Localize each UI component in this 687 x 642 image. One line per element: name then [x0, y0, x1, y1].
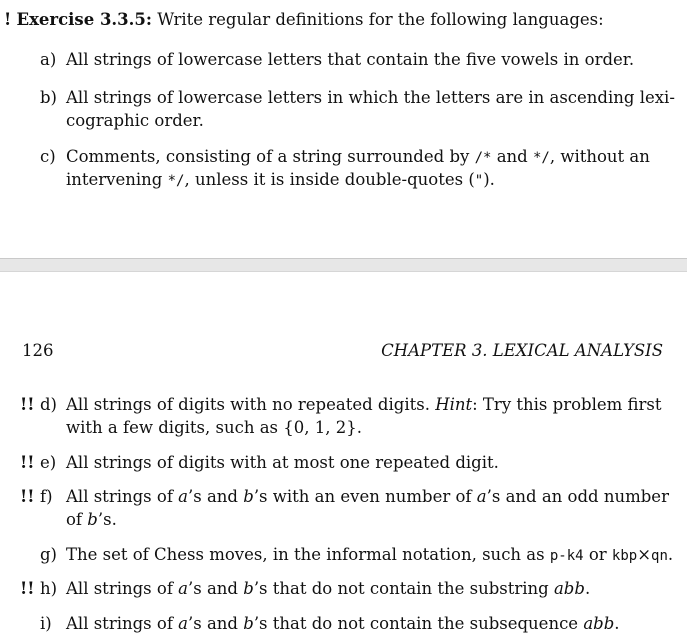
item-g-or: or — [588, 545, 607, 564]
item-h-difficulty: !! — [20, 579, 35, 598]
item-f-of: of — [66, 510, 83, 529]
item-h-marker: h) — [40, 579, 58, 598]
page-top — [0, 0, 687, 258]
item-i-text-3: ’s that do not contain the subsequence — [253, 614, 579, 633]
exercise-difficulty: ! — [4, 10, 12, 29]
item-f-line1 — [66, 486, 669, 508]
item-e-line1: All strings of digits with at most one repeated digit. — [66, 453, 499, 472]
code-comment-close-2: */ — [167, 173, 185, 189]
code-comment-open: /* — [474, 150, 492, 166]
item-f-text-4: ’s and an odd number — [486, 487, 669, 506]
item-b-marker: b) — [40, 88, 57, 107]
page-number: 126 — [22, 341, 54, 360]
math-a: a — [178, 487, 189, 506]
math-a-3: a — [178, 579, 189, 598]
math-b-2: b — [87, 510, 98, 529]
item-a-text: All strings of lowercase letters that contain the five vowels in order. — [66, 50, 635, 69]
item-f-difficulty: !! — [20, 487, 35, 506]
code-comment-close: */ — [532, 150, 550, 166]
page-bottom — [0, 272, 687, 642]
math-a-4: a — [178, 614, 189, 633]
exercise-label: Exercise 3.3.5: — [16, 10, 152, 29]
item-i-text-2: ’s and — [188, 614, 238, 633]
item-c-and: and — [496, 147, 528, 166]
item-d-line1 — [66, 394, 662, 416]
item-h-text-2: ’s and — [188, 579, 238, 598]
item-f-text-1: All strings of — [66, 487, 173, 506]
item-d-difficulty: !! — [20, 395, 35, 414]
item-h-line1 — [66, 578, 590, 600]
math-b: b — [243, 487, 254, 506]
item-b-text-line1: All strings of lowercase letters in which the letters are in ascending lexi- — [66, 88, 675, 107]
code-chess-move-2b: qn — [651, 548, 668, 564]
code-chess-move-1: p-k4 — [549, 548, 584, 564]
math-b-3: b — [243, 579, 254, 598]
item-g-end: . — [667, 545, 674, 564]
math-abb-2: abb — [583, 614, 615, 633]
item-g-line1 — [66, 544, 673, 567]
item-c-text-2: , without an — [549, 147, 650, 166]
page-separator — [0, 258, 687, 272]
code-chess-move-2a: kbp — [611, 548, 638, 564]
item-d-line2: with a few digits, such as {0, 1, 2}. — [66, 418, 362, 437]
item-g-text: The set of Chess moves, in the informal notation, such as — [66, 545, 545, 564]
item-d-text: All strings of digits with no repeated digits. — [66, 395, 430, 414]
exercise-intro: Write regular definitions for the following languages: — [157, 10, 604, 29]
item-c-line2 — [66, 169, 495, 192]
item-c-text: Comments, consisting of a string surrounded by — [66, 147, 470, 166]
item-b-text-line2: cographic order. — [66, 111, 204, 130]
item-d-marker: d) — [40, 395, 57, 414]
item-f-end: ’s. — [97, 510, 117, 529]
item-c-intervening: intervening — [66, 170, 163, 189]
item-i-text-1: All strings of — [66, 614, 173, 633]
item-g-marker: g) — [40, 545, 57, 564]
item-a-marker: a) — [40, 50, 57, 69]
item-c-text-3: , unless it is inside double-quotes ( — [184, 170, 475, 189]
item-i-end: . — [614, 614, 620, 633]
math-abb: abb — [553, 579, 585, 598]
item-f-text-3: ’s with an even number of — [253, 487, 472, 506]
code-double-quote: " — [474, 173, 484, 189]
item-f-line2 — [66, 509, 117, 531]
item-d-hint-text: : Try this problem first — [472, 395, 662, 414]
item-h-text-1: All strings of — [66, 579, 173, 598]
item-h-end: . — [584, 579, 591, 598]
item-i-line1 — [66, 613, 620, 635]
item-e-marker: e) — [40, 453, 57, 472]
exercise-header — [4, 9, 604, 31]
item-h-text-3: ’s that do not contain the substring — [253, 579, 549, 598]
item-f-text-2: ’s and — [188, 487, 238, 506]
chapter-header: CHAPTER 3. LEXICAL ANALYSIS — [381, 341, 663, 360]
times-symbol: × — [637, 545, 652, 564]
item-f-marker: f) — [40, 487, 53, 506]
item-c-marker: c) — [40, 147, 56, 166]
item-e-difficulty: !! — [20, 453, 35, 472]
item-c-line1 — [66, 146, 650, 169]
math-a-2: a — [476, 487, 487, 506]
item-i-marker: i) — [40, 614, 52, 633]
item-c-text-4: ). — [483, 170, 495, 189]
item-d-hint-label: Hint — [435, 395, 473, 414]
math-b-4: b — [243, 614, 254, 633]
